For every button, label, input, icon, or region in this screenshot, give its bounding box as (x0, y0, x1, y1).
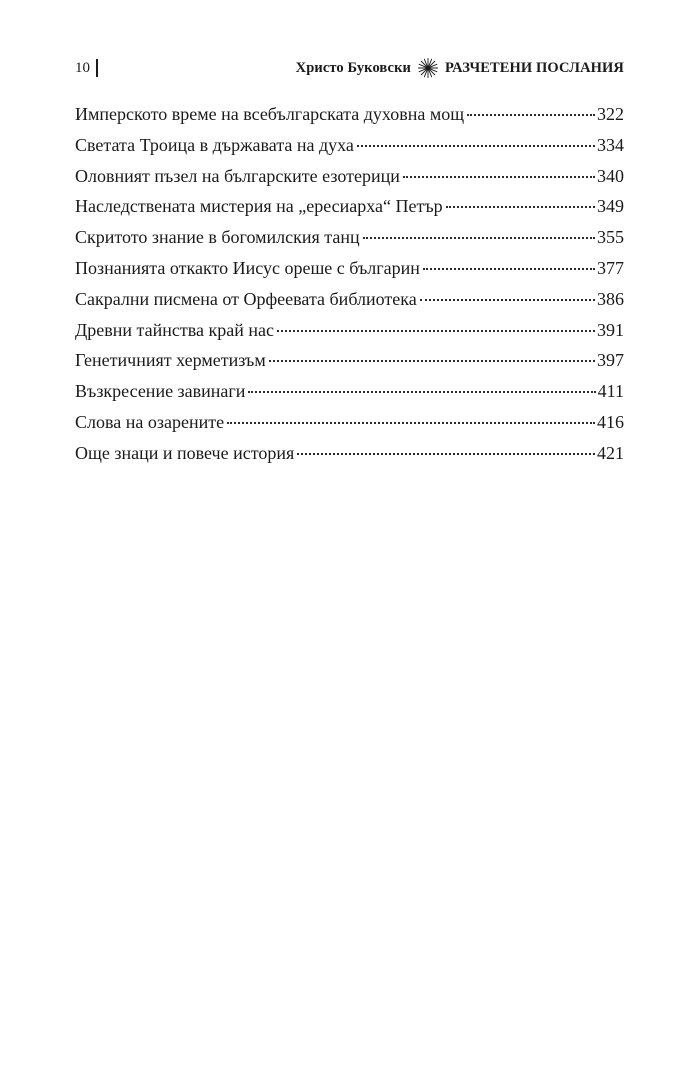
dot-leader (227, 422, 595, 424)
toc-entry (75, 410, 624, 441)
page-number (75, 59, 98, 77)
toc-entry-page: 377 (597, 257, 624, 278)
toc-entry (75, 348, 624, 379)
toc-entry-title: Генетичният херметизъм (75, 350, 266, 371)
toc-entry-title: Имперското време на всебългарската духовна мощ (75, 104, 465, 124)
toc-entry-title: Наследствената мистерия на „ересиарха“ Петър (75, 196, 443, 217)
toc-entry-page: 322 (597, 104, 624, 124)
toc-entry (75, 256, 624, 287)
toc-entry-page: 411 (597, 381, 624, 402)
toc-entry-page: 349 (597, 196, 624, 217)
dot-leader (403, 176, 595, 178)
dot-leader (269, 360, 595, 362)
toc-entry (75, 287, 624, 318)
toc-entry-page: 355 (597, 227, 624, 248)
dot-leader (363, 237, 595, 239)
page-number-divider (96, 59, 98, 77)
dot-leader (248, 391, 595, 393)
dot-leader (297, 453, 595, 455)
dot-leader (277, 330, 595, 332)
dot-leader (423, 268, 595, 270)
page-number-text: 10 (75, 59, 90, 76)
book-title: РАЗЧЕТЕНИ ПОСЛАНИЯ (444, 59, 624, 76)
toc-entry-page: 334 (597, 134, 624, 155)
toc-entry-title: Възкресение завинаги (75, 381, 246, 402)
dot-leader (420, 299, 595, 301)
toc-entry (75, 194, 624, 225)
toc-entry-page: 421 (597, 442, 624, 463)
toc-entry-title: Слова на озарените (75, 411, 225, 432)
toc-entry-title: Древни тайнства край нас (75, 319, 274, 340)
dot-leader (446, 206, 595, 208)
running-head (296, 57, 624, 79)
toc-entry-title: Светата Троица в държавата на духа (75, 134, 354, 155)
toc-entry-title: Оловният пъзел на българските езотерици (75, 165, 400, 186)
running-header (75, 56, 624, 80)
toc-entry (75, 164, 624, 195)
table-of-contents (75, 102, 624, 472)
toc-entry-page: 416 (597, 411, 624, 432)
toc-entry-page: 386 (597, 288, 624, 309)
toc-entry-title: Познанията откакто Иисус ореше с българин (75, 257, 420, 278)
toc-entry-page: 397 (597, 350, 624, 371)
dot-leader (467, 114, 595, 116)
toc-entry-title: Скритото знание в богомилския танц (75, 227, 360, 248)
toc-entry-page: 340 (597, 165, 624, 186)
toc-entry (75, 102, 624, 133)
toc-entry (75, 318, 624, 349)
toc-entry-page: 391 (597, 319, 624, 340)
dot-leader (357, 145, 595, 147)
sunburst-star-icon (417, 57, 439, 79)
toc-entry-title: Сакрални писмена от Орфеевата библиотека (75, 288, 417, 309)
toc-entry-title: Още знаци и повече история (75, 442, 295, 463)
toc-entry (75, 441, 624, 472)
toc-entry (75, 133, 624, 164)
author-name: Христо Буковски (295, 59, 411, 76)
toc-entry (75, 379, 624, 410)
toc-entry (75, 225, 624, 256)
